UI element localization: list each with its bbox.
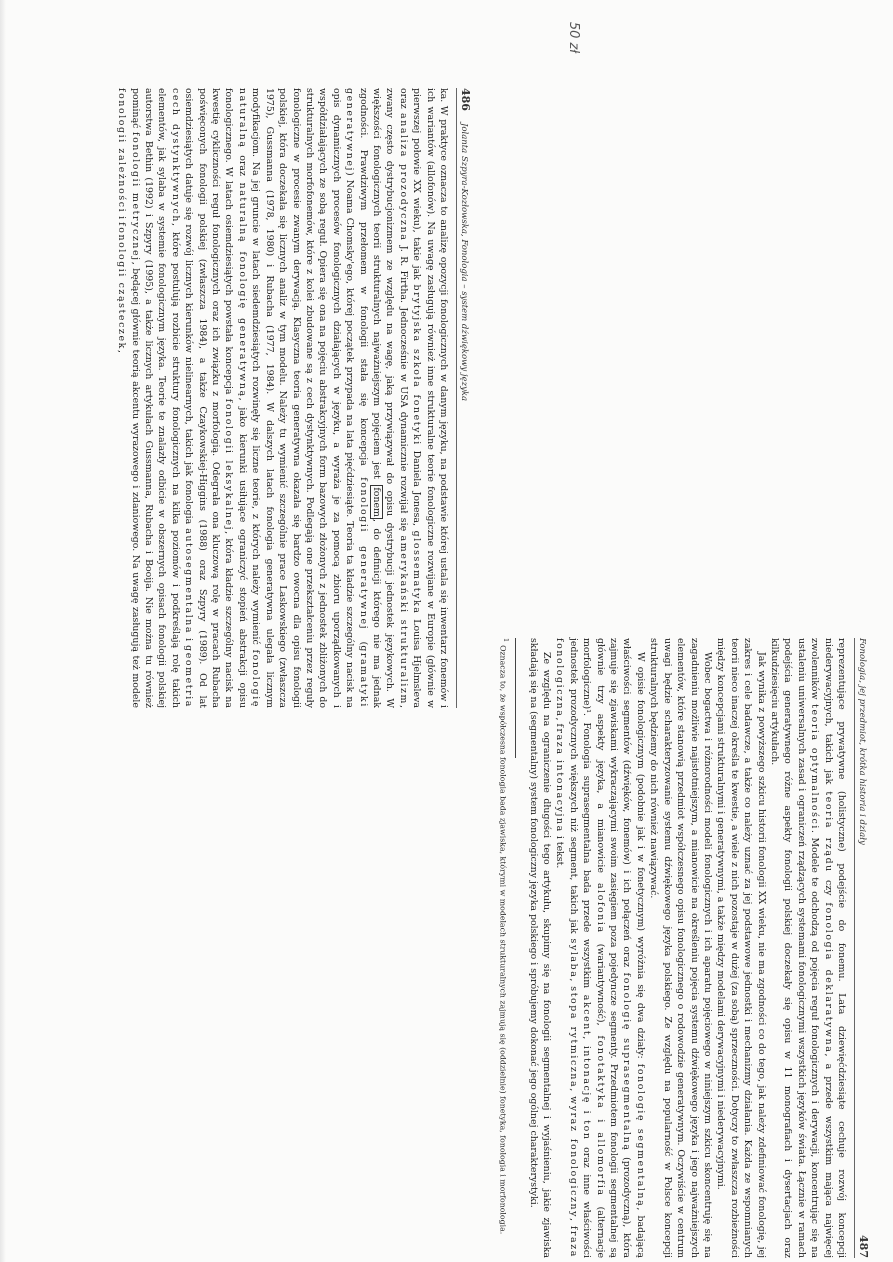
text-run: czy <box>822 872 834 903</box>
scan-shadow-edge <box>0 0 6 1262</box>
right-running-title: Fonologia, jej przedmiot, krótka historia i działy <box>857 638 867 845</box>
text-run: reprezentujące prywatywne (holistyczne) podejście do fonemu. Lata dziewięćdziesiąte cechuje rozwój koncepcji niederywacyjnych, takich jak <box>822 638 847 1258</box>
emphasized-term: fonem <box>370 487 382 517</box>
text-run: i tekst. <box>554 832 566 869</box>
text-run: i <box>116 213 128 223</box>
emphasized-term: gramatyki generatywnej <box>344 88 369 709</box>
text-run: , jako kierunki usiłujące ograniczyć stopień abstrakcji opisu fonologicznego. W latach osiemdziesiątych powstała koncepcja <box>223 88 248 708</box>
emphasized-term: sylaba <box>567 938 579 979</box>
text-run: ( <box>357 630 369 646</box>
text-run: , zwany często dystrybucjonizmem ze względu na wagę, jaką przywiązywał do opisu dystrybucji jednostek językowych. W większości fonologicznych teorii strukturalnych najważniejszym pojęciem jest <box>370 88 409 708</box>
text-run: J. R. Firtha. Jednocześnie w USA dynamicznie rozwijał się <box>397 241 409 536</box>
emphasized-term: fonologię naturalną <box>236 88 262 708</box>
text-run: , która kładzie szczególny nacisk na kwestię cykliczności reguł fonologicznych oraz ich związku z morfologią. Odegrała ona kluczową rolę w pracach Rubacha poświęconych fonologii polskiej (zwłaszcza 1984), a także Czaykowskiej-Higgins (1988) oraz Szpyry (1989). Od lat osiemdziesiątych datuje się rozwój licznych kierunków nielinearnych, takich jak fonologia <box>183 88 235 708</box>
text-run: , do definicji którego nie ma jednak zgodności. Prawdziwym przełomem w fonologii stała się koncepcja <box>357 88 382 708</box>
text-run: , badającą właściwości segmentów (dźwięków, fonemów) i ich połączeń oraz <box>621 638 646 1259</box>
left-running-title: Jolanta Szpyra-Kozłowska, Fonologia – system dźwiękowy języka <box>459 122 469 402</box>
text-run: Daniela Jonesa, <box>411 445 423 531</box>
text-run: , a przede wszystkim mająca najwięcej zwolenników <box>809 638 834 1258</box>
paragraph <box>553 638 647 1258</box>
text-run: ) Noama Chomsky'ego, której początek przypada na lata pięćdziesiąte. Teoria ta kładzie szczególny nacisk na opis dynamicznych procesów fonologicznych działających w języku, a wyraża je za pomocą zbioru uporządkowanych i współdziałających ze sobą reguł. Opiera się ona na pojęciu abstrakcyjnych form bazowych złożonych z jednostek zbliżonych do strukturalnych morfofonemów, które z kolei zbudowane są z cech dystynktywnych. Podlegają one przekształceniu przez reguły fonologiczne w procesie zwanym derywacją. Klasyczna teoria generatywna okazała się bardzo owocna dla opisu fonologii polskiej, która doczekała się licznych analiz w tym modelu. Należy tu wymienić szczególnie prace Laskowskiego (zwłaszcza 1975), Gussmanna (1978, 1980) i Rubacha (1977, 1984). W dalszych latach fonologia generatywna ulegała licznym modyfikacjom. Na jej gruncie w latach siedemdziesiątych rozwinęły się liczne teorie, z których należy wymienić <box>250 88 356 708</box>
text-run: Louisa Hjelmsleva oraz <box>397 88 423 708</box>
emphasized-term: amerykański strukturalizm <box>397 535 409 705</box>
footnote-mark: 1 <box>502 638 511 643</box>
emphasized-term: fonologię suprasegmentalną <box>621 972 633 1152</box>
text-run: i <box>183 634 195 646</box>
text-run: oraz <box>236 148 248 183</box>
text-run: , <box>116 349 128 353</box>
emphasized-term: glossematyka <box>411 530 423 615</box>
emphasized-term: fonologii leksykalnej <box>223 398 235 532</box>
emphasized-term: fraza intonacyjna <box>554 723 566 833</box>
paragraph <box>647 638 714 1258</box>
handwritten-annotation: 50 zł <box>566 21 582 54</box>
paragraph <box>115 88 450 708</box>
paragraph <box>714 638 768 1258</box>
text-run: , <box>567 1218 579 1226</box>
emphasized-term: fonotaktyka <box>594 1035 606 1110</box>
emphasized-term: wyraz fonologiczny <box>567 1096 579 1219</box>
emphasized-term: brytyjska szkoła fonetyki <box>411 284 423 446</box>
emphasized-term: akcent <box>581 994 593 1037</box>
emphasized-term: intonację <box>581 1045 593 1105</box>
text-run: , <box>581 1036 593 1046</box>
text-run: , <box>567 978 579 987</box>
emphasized-term: teoria optymalności <box>809 704 821 830</box>
emphasized-term: geometria cech dystynktywnych <box>169 88 195 708</box>
text-run: , <box>567 1088 579 1097</box>
emphasized-term: autosegmentalna <box>183 528 195 635</box>
paragraph <box>526 638 553 1258</box>
left-running-head <box>456 88 472 708</box>
text-run: (wariantywność), <box>594 933 606 1036</box>
emphasized-term: stopa rytmiczna <box>567 986 579 1089</box>
text-run: (prozodyczną), która zajmuje się zjawiskami wykraczającymi swoim zasięgiem poza pojedyncze segmenty. Przedmiotem fonologii segmentalnej są głównie trzy aspekty języka, a mianowicie <box>594 638 633 1258</box>
emphasized-term: fonologii generatywnej <box>357 477 369 631</box>
text-run: oraz inne właściwości jednostek prozodycznych większych niż segment, takich jak <box>567 638 593 1258</box>
emphasized-term: teoria rządu <box>822 791 834 873</box>
footnote <box>497 638 511 1258</box>
text-run: Jak wynika z powyższego szkicu historii fonologii XX wieku, nie ma zgodności co do tego, jak należy zdefiniować fonologię, jej zakres i cele badawcze, a także co należy uznać za jej podstawowe jednostki i mechanizmy działania. Każda ze wspomnianych teorii nieco inaczej określa te kwestie, a wiele z nich pozostaje w dużej (za sobą) sprzeczności. Dotyczy to zwłaszcza rozbieżności między koncepcjami strukturalnymi i generatywnymi, a także między modelami derywacyjnymi i niederywacyjnymi. <box>715 638 767 1258</box>
text-run: , <box>554 717 566 724</box>
text-run: i <box>581 1104 593 1121</box>
text-run: Ze względu na ograniczenie długości tego artykułu, skupimy się na fonologii segmentalnej i wyjaśnieniu, jakie zjawiska składają się na (segmentalny) system fonologiczny języka polskiego i spróbujemy dokonać jego ogólnej charakterystyki. <box>527 638 553 1258</box>
text-run: i <box>594 1109 606 1133</box>
left-body-text <box>115 88 450 708</box>
emphasized-term: fraza fonologiczna <box>554 638 579 1258</box>
right-body-text <box>526 638 848 1258</box>
text-run: . Modele te odchodzą od pojęcia reguł fonologicznych i derywacji, koncentrując się na ustaleniu uniwersalnych zasad i ograniczeń rządzących systemami fonologicznymi wszystkich języków świata. Łącznie w ramach podejścia generatywnego różne aspekty fonologii polskiej doczekały się opisu w 11 monografiach i dysertacjach oraz kilkudziesięciu artykułach. <box>768 638 821 1259</box>
emphasized-term: alofonia <box>594 882 606 934</box>
left-page <box>32 88 472 708</box>
emphasized-term: ton <box>581 1120 593 1141</box>
emphasized-term: fonologii cząsteczek <box>116 222 128 350</box>
text-run: (alternacje morfologiczne)¹. Fonologia suprasegmentalna bada przede wszystkim <box>581 638 606 1258</box>
text-run: W opisie fonologicznym (podobnie jak i w fonetycznym) wyróżnia się dwa działy: <box>634 652 646 1064</box>
text-run: Wobec bogactwa i różnorodności modeli fonologicznych i ich aparatu pojęciowego w niniejszym szkicu skoncentruję się na zagadnieniu możliwie najistotniejszym, a mianowicie na określeniu pojęcia systemu dźwiękowego języka i jego najważniejszych elementów, które stanowią przedmiot współczesnego opisu fonologicznego o rodowodzie generatywnym. Oczywiście w centrum uwagi będzie scharakteryzowanie systemu dźwiękowego języka polskiego. Ze względu na popularność w Polsce koncepcji strukturalnych będziemy do nich również nawiązywać. <box>648 638 713 1258</box>
emphasized-term: naturalną fonologię generatywną <box>236 182 248 398</box>
paragraph <box>768 638 848 1258</box>
right-running-head <box>854 638 870 1258</box>
emphasized-term: fonologia deklaratywna <box>822 902 834 1054</box>
text-run: , będącej głównie teorią akcentu wyrazowego i zdaniowego. Na uwagę zasługują też modele <box>129 261 141 708</box>
right-page-number: 487 <box>857 1235 870 1258</box>
text-run: , które postulują rozbicie struktury fonologicznych na kilka poziomów i podkreślają rolę takich elementów, jak sylaba w systemie fonologicznym języka. Teorie te znalazły odbicie w obszernych opisach fonologii polskiej autorstwa Bethin (1992) i Szpyry (1995), a także licznych artykułach Gussmanna, Rubacha i Booija. Nie można tu również pominąć <box>129 88 181 708</box>
footnote-divider <box>515 638 516 758</box>
emphasized-term: fonologię segmentalną <box>634 1063 646 1208</box>
text-run: ka. W praktyce oznacza to analizę opozycji fonologicznych w danym języku, na podstawie której ustala się inwentarz fonemów i ich wariantów (allofonów). Na uwagę zasługują również inne strukturalne teorie fonologiczne rozwijane w Europie (głównie w pierwszej połowie XX wieku), takie jak <box>411 88 449 708</box>
emphasized-term: fonologii zależności <box>116 88 128 214</box>
emphasized-term: analiza prozodyczna <box>397 113 409 242</box>
emphasized-term: allomorfia <box>594 1132 606 1197</box>
left-page-number: 486 <box>459 88 472 111</box>
right-page <box>430 638 870 1258</box>
footnote-text: Oznacza to, że współczesna fonologia bada zjawiska, którymi w modelach strukturalnych zajmują się (oddzielnie) fonetyka, fonologia i morfonologia. <box>498 645 508 1235</box>
emphasized-term: fonologii metrycznej <box>129 132 141 262</box>
